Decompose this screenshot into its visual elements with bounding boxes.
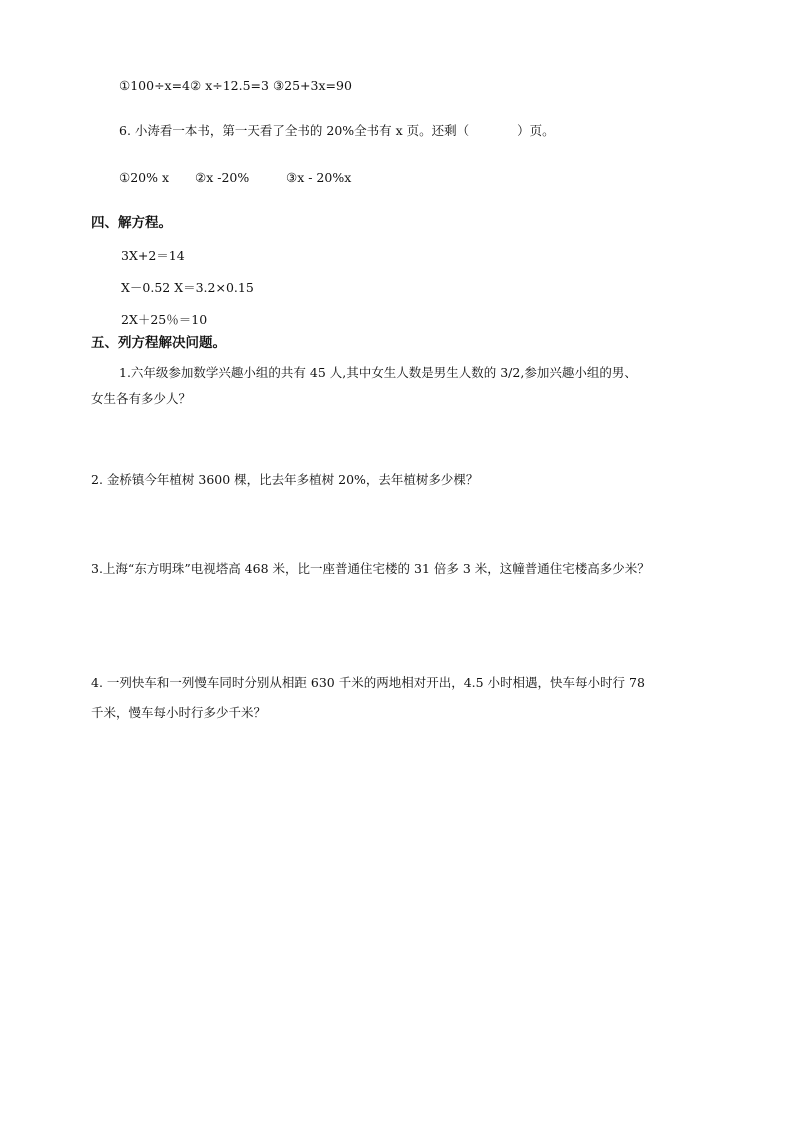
section5-heading: 五、列方程解决问题。 — [91, 335, 226, 351]
q6-option-2: ②x -20% — [195, 170, 250, 185]
equation-2: X－0.52 X＝3.2×0.15 — [121, 280, 254, 295]
problem-1-line1: 1.六年级参加数学兴趣小组的共有 45 人,其中女生人数是男生人数的 3/2,参加兴趣小组的男、 — [119, 365, 637, 380]
problem-1-line2: 女生各有多少人？ — [91, 391, 192, 406]
problem-4-line2: 千米，慢车每小时行多少千米？ — [91, 705, 267, 720]
equation-1: 3X+2＝14 — [121, 248, 185, 263]
q6-option-3: ③x - 20%x — [286, 170, 352, 185]
problem-2: 2. 金桥镇今年植树 3600 棵，比去年多植树 20%，去年植树多少棵？ — [91, 472, 479, 487]
q6-text: 6. 小涛看一本书，第一天看了全书的 20%全书有 x 页。还剩（ — [119, 123, 470, 138]
q6-options — [119, 170, 352, 186]
q5-options: ①100÷x=4② x÷12.5=3 ③25+3x=90 — [119, 78, 352, 93]
q6-text-end: ）页。 — [517, 123, 555, 138]
q6-question — [119, 123, 555, 139]
equation-3: 2X＋25％＝10 — [121, 312, 208, 327]
section4-heading: 四、解方程。 — [91, 215, 172, 231]
problem-3: 3.上海“东方明珠”电视塔高 468 米，比一座普通住宅楼的 31 倍多 3 米，这幢普通住宅楼高多少米？ — [91, 561, 650, 576]
problem-4-line1: 4. 一列快车和一列慢车同时分别从相距 630 千米的两地相对开出，4.5 小时相遇，快车每小时行 78 — [91, 675, 645, 690]
q6-option-1: ①20% x — [119, 170, 170, 185]
